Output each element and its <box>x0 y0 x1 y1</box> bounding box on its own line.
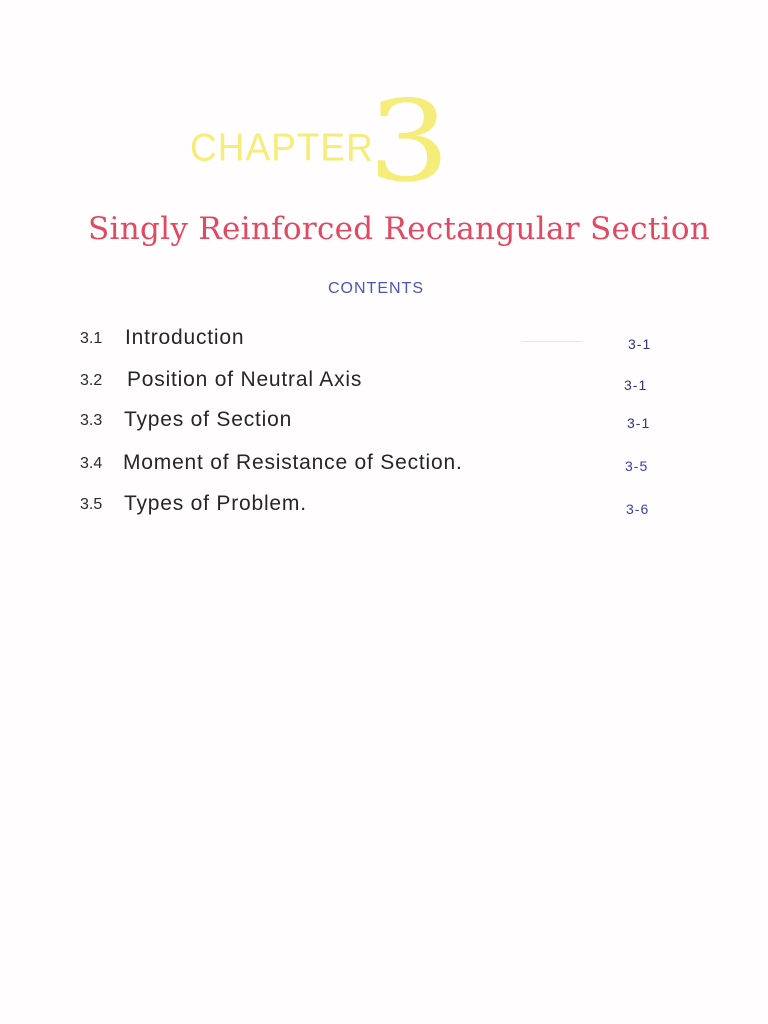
toc-entry-page: 3-1 <box>624 377 648 393</box>
toc-entry-label: Moment of Resistance of Section. <box>123 451 463 474</box>
toc-entry-neutral-axis <box>0 368 768 402</box>
toc-entry-moment-of-resistance <box>0 451 768 485</box>
toc-entry-number: 3.2 <box>80 372 103 389</box>
toc-entry-number: 3.3 <box>80 412 103 429</box>
toc-entry-number: 3.4 <box>80 455 103 472</box>
toc-entry-number: 3.1 <box>80 330 103 347</box>
toc-entry-types-of-problem <box>0 492 768 526</box>
toc-entry-types-of-section <box>0 408 768 442</box>
toc-entry-page: 3-1 <box>628 336 652 352</box>
contents-heading: CONTENTS <box>328 280 424 297</box>
toc-entry-label: Types of Section <box>124 408 293 431</box>
toc-entry-label: Position of Neutral Axis <box>127 368 363 391</box>
toc-entry-label: Introduction <box>125 326 245 349</box>
toc-entry-page: 3-6 <box>626 501 650 517</box>
toc-entry-page: 3-5 <box>625 458 649 474</box>
chapter-number: 3 <box>368 77 450 207</box>
toc-entry-page: 3-1 <box>627 415 651 431</box>
toc-entry-number: 3.5 <box>80 496 103 513</box>
chapter-word: CHAPTER <box>190 125 374 169</box>
chapter-title: Singly Reinforced Rectangular Section <box>88 211 711 247</box>
toc-entry-introduction <box>0 326 768 360</box>
toc-entry-label: Types of Problem. <box>124 492 307 515</box>
